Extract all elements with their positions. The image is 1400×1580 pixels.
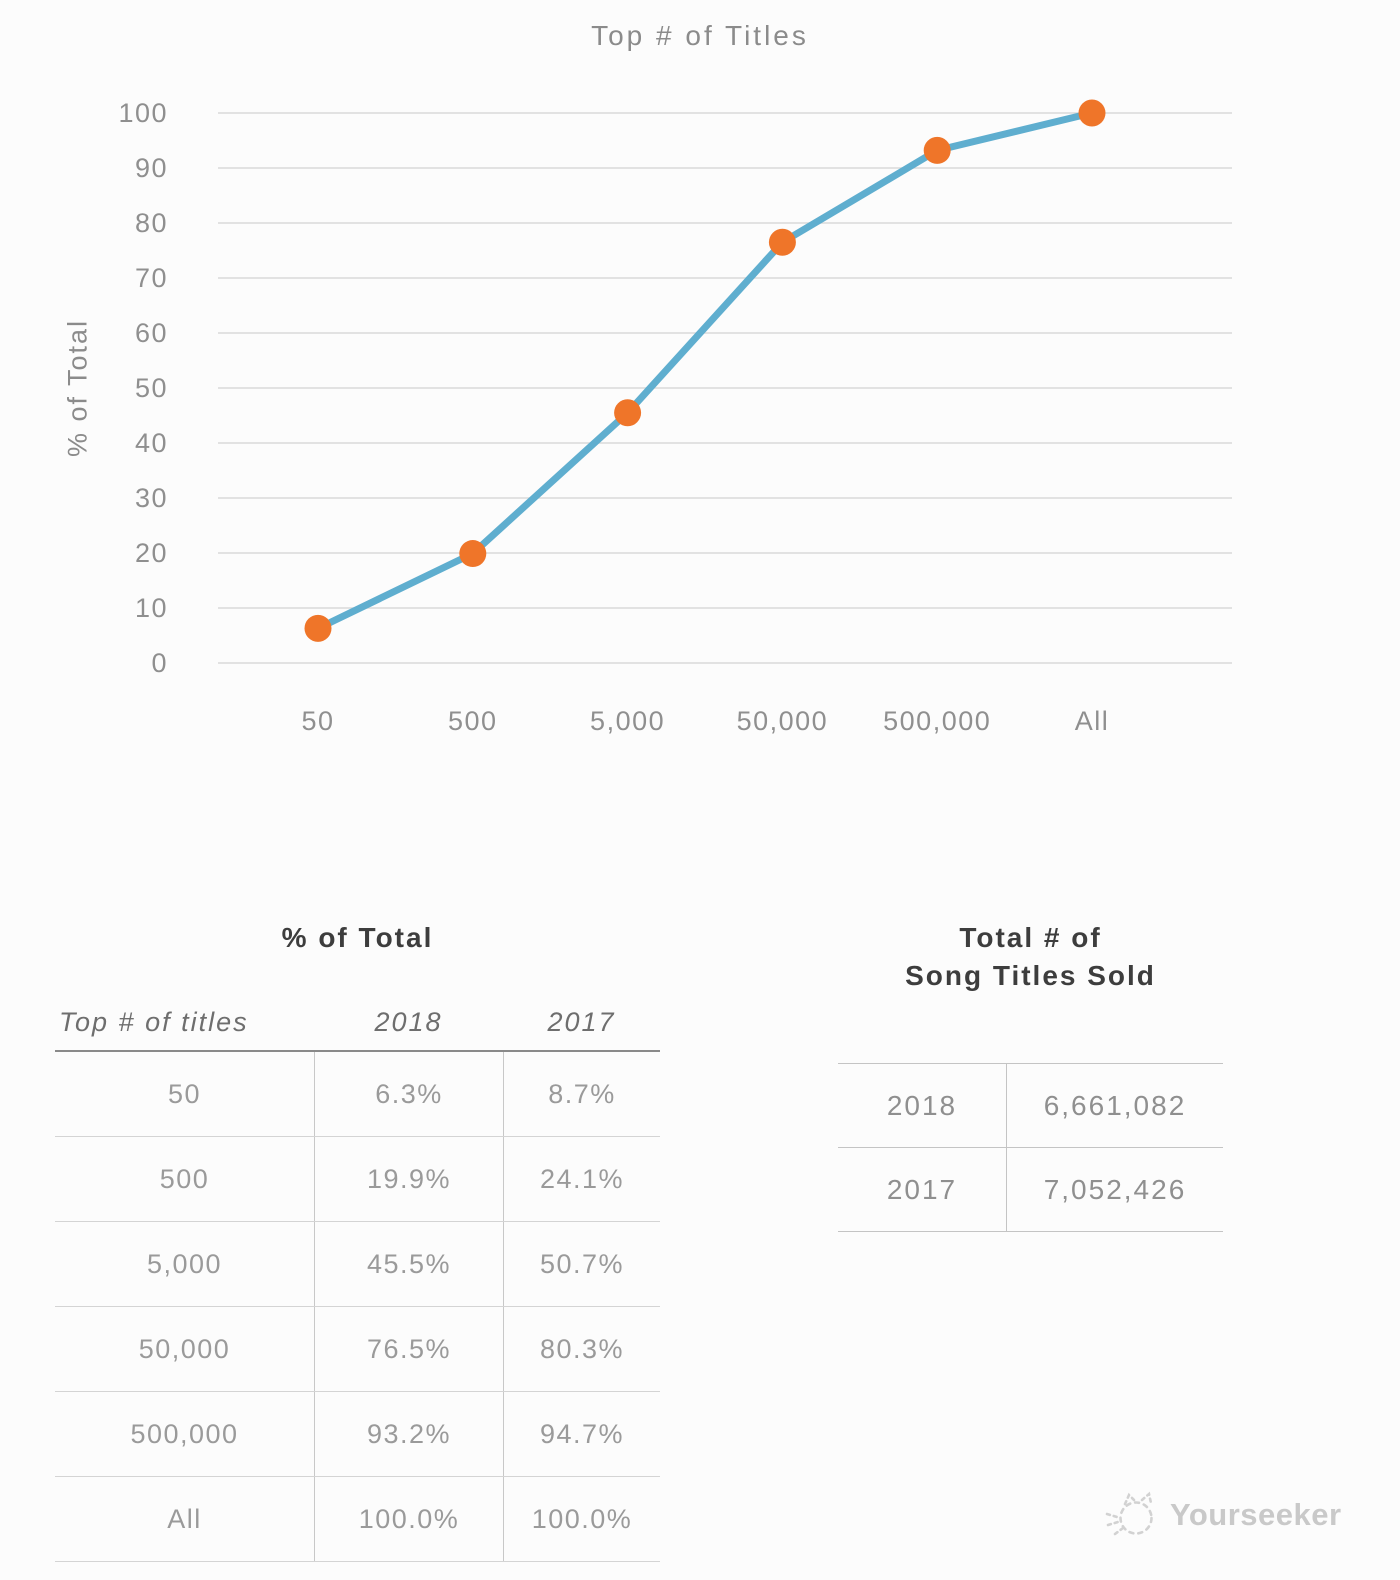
data-point bbox=[1079, 100, 1106, 127]
row-label: 500 bbox=[159, 1163, 210, 1194]
table-row bbox=[838, 1148, 1223, 1232]
table-row bbox=[838, 1064, 1223, 1148]
cat-doodle-icon bbox=[1103, 1488, 1161, 1542]
row-label: 5,000 bbox=[146, 1248, 223, 1279]
pct-table-body bbox=[55, 1052, 660, 1562]
table-row bbox=[55, 1392, 660, 1477]
y-tick-label: 70 bbox=[134, 263, 168, 293]
totals-title-line2: Song Titles Sold bbox=[905, 960, 1156, 991]
pct-header-titles: Top # of titles bbox=[59, 1007, 249, 1037]
value-2017: 100.0% bbox=[503, 1477, 660, 1561]
y-tick-label: 60 bbox=[134, 318, 168, 348]
x-tick-label: 50 bbox=[301, 706, 335, 736]
y-tick-label: 40 bbox=[134, 428, 168, 458]
x-tick-label: 5,000 bbox=[590, 706, 666, 736]
value-2017: 80.3% bbox=[503, 1307, 660, 1391]
totals-title-line1: Total # of bbox=[959, 922, 1102, 953]
total-value: 6,661,082 bbox=[1006, 1064, 1223, 1147]
data-point bbox=[924, 137, 951, 164]
value-2018: 45.5% bbox=[314, 1222, 503, 1306]
y-tick-label: 50 bbox=[134, 373, 168, 403]
watermark bbox=[1103, 1488, 1342, 1542]
value-2018: 100.0% bbox=[314, 1477, 503, 1561]
x-tick-label: 500,000 bbox=[883, 706, 992, 736]
value-2018: 76.5% bbox=[314, 1307, 503, 1391]
x-tick-label: 500 bbox=[448, 706, 498, 736]
table-row bbox=[55, 1477, 660, 1562]
row-label: All bbox=[167, 1503, 202, 1534]
value-2017: 24.1% bbox=[503, 1137, 660, 1221]
value-2017: 8.7% bbox=[503, 1052, 660, 1136]
data-point bbox=[305, 615, 332, 642]
pct-header-2018: 2018 bbox=[374, 1007, 443, 1037]
value-2018: 93.2% bbox=[314, 1392, 503, 1476]
year-label: 2017 bbox=[886, 1173, 958, 1205]
y-tick-label: 90 bbox=[134, 153, 168, 183]
y-tick-label: 80 bbox=[134, 208, 168, 238]
y-tick-label: 0 bbox=[151, 648, 168, 678]
value-2018: 6.3% bbox=[314, 1052, 503, 1136]
x-tick-label: 50,000 bbox=[736, 706, 829, 736]
row-label: 50,000 bbox=[138, 1333, 231, 1364]
chart-title: Top # of Titles bbox=[591, 20, 809, 51]
pct-table-header-row bbox=[55, 1001, 660, 1052]
y-axis-title: % of Total bbox=[62, 318, 93, 458]
total-song-titles-table bbox=[838, 905, 1223, 1235]
table-row bbox=[55, 1137, 660, 1222]
pct-header-2017: 2017 bbox=[547, 1007, 616, 1037]
data-point bbox=[614, 399, 641, 426]
pct-of-total-table bbox=[55, 905, 660, 1577]
watermark-label: Yourseeker bbox=[1170, 1497, 1342, 1532]
x-tick-label: All bbox=[1074, 706, 1110, 736]
y-tick-label: 20 bbox=[134, 538, 168, 568]
table-row bbox=[55, 1222, 660, 1307]
totals-table-title bbox=[838, 919, 1223, 995]
row-label: 500,000 bbox=[130, 1418, 239, 1449]
series-line-2018 bbox=[318, 113, 1092, 628]
totals-table-body bbox=[838, 1063, 1223, 1232]
value-2017: 94.7% bbox=[503, 1392, 660, 1476]
y-tick-label: 30 bbox=[134, 483, 168, 513]
year-label: 2018 bbox=[886, 1089, 958, 1121]
y-tick-label: 10 bbox=[134, 593, 168, 623]
y-tick-label: 100 bbox=[118, 98, 168, 128]
value-2017: 50.7% bbox=[503, 1222, 660, 1306]
value-2018: 19.9% bbox=[314, 1137, 503, 1221]
pct-table-title: % of Total bbox=[281, 922, 434, 953]
row-label: 50 bbox=[167, 1078, 202, 1109]
table-row bbox=[55, 1307, 660, 1392]
data-point bbox=[459, 540, 486, 567]
total-value: 7,052,426 bbox=[1006, 1148, 1223, 1231]
data-point bbox=[769, 229, 796, 256]
table-row bbox=[55, 1052, 660, 1137]
